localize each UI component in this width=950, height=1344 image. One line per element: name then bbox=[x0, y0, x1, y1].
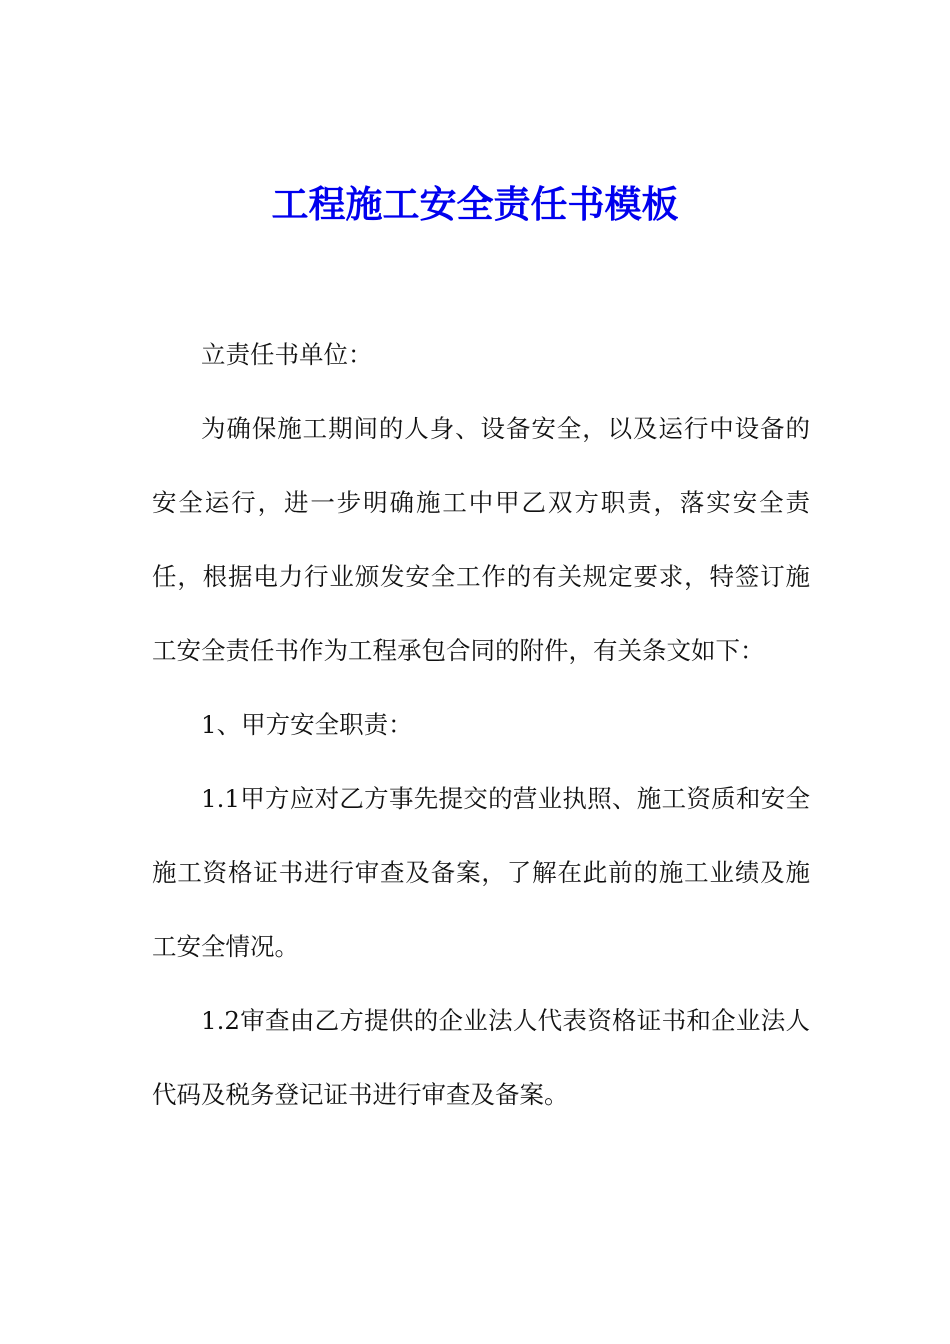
document-title: 工程施工安全责任书模板 bbox=[271, 182, 679, 226]
paragraph-issuer: 立责任书单位： bbox=[201, 340, 373, 369]
paragraph-section-1-heading: 1、甲方安全职责： bbox=[201, 710, 413, 739]
paragraph-clause-1-2: 1.2审查由乙方提供的企业法人代表资格证书和企业法人代码及税务登记证书进行审查及备案。 bbox=[152, 1006, 810, 1109]
document-body bbox=[152, 318, 810, 1132]
paragraph-preamble: 为确保施工期间的人身、设备安全，以及运行中设备的安全运行，进一步明确施工中甲乙双方职责，落实安全责任，根据电力行业颁发安全工作的有关规定要求，特签订施工安全责任书作为工程承包合同的附件，有关条文如下： bbox=[152, 414, 810, 665]
paragraph-clause-1-1: 1.1甲方应对乙方事先提交的营业执照、施工资质和安全施工资格证书进行审查及备案，了解在此前的施工业绩及施工安全情况。 bbox=[152, 784, 810, 961]
